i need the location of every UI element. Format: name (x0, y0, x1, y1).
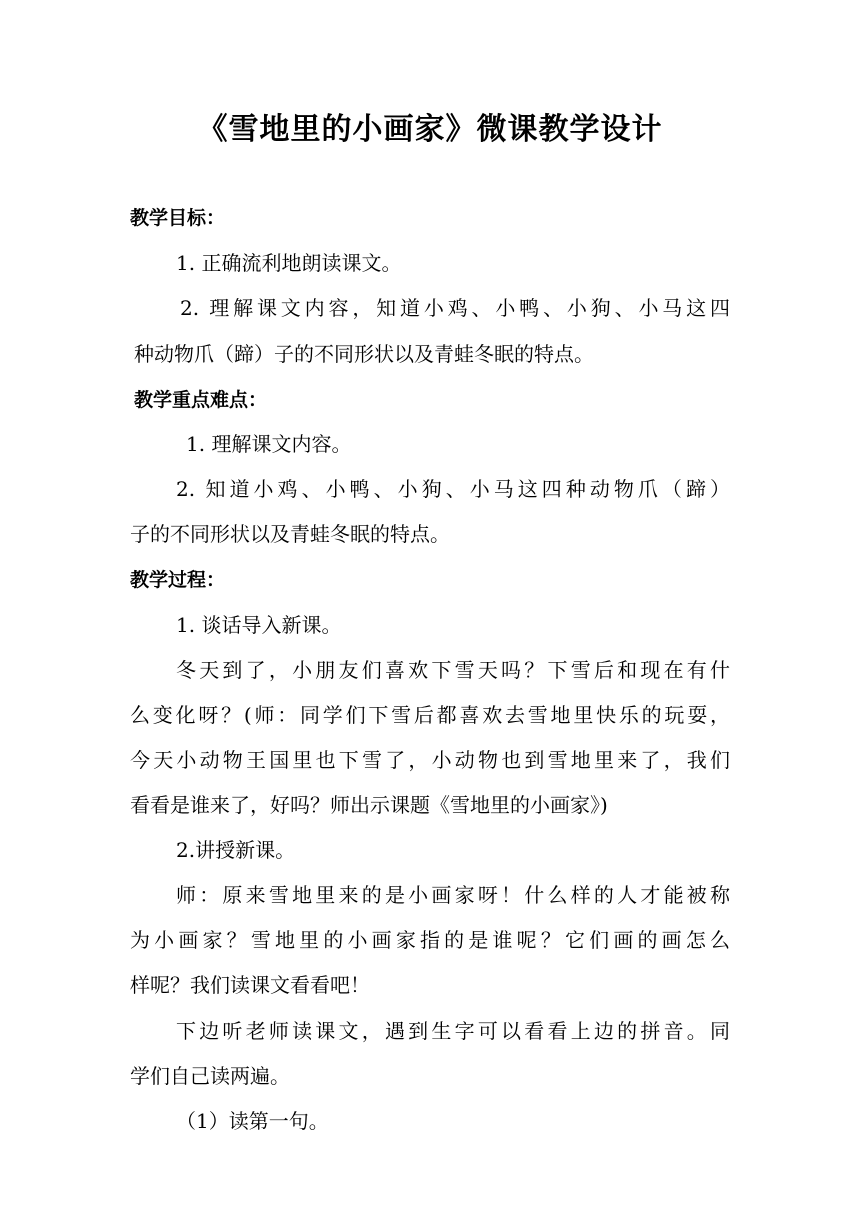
keypoints-item-1: 1. 理解课文内容。 (186, 432, 352, 456)
process-para-1-line-3: 今天小动物王国里也下雪了，小动物也到雪地里来了，我们 (130, 748, 730, 772)
process-step-2: 2.讲授新课。 (176, 838, 296, 862)
process-para-2-line-2: 为小画家？雪地里的小画家指的是谁呢？它们画的画怎么 (130, 928, 730, 952)
process-para-1-line-4: 看看是谁来了，好吗？师出示课题《雪地里的小画家》) (130, 793, 608, 817)
keypoints-heading: 教学重点难点： (134, 389, 268, 411)
process-heading: 教学过程： (130, 569, 226, 591)
process-para-2-line-3: 样呢？我们读课文看看吧！ (130, 973, 370, 997)
goals-item-1: 1. 正确流利地朗读课文。 (176, 251, 402, 275)
keypoints-item-2-line-1: 2. 知道小鸡、小鸭、小狗、小马这四种动物爪（蹄） (176, 477, 730, 501)
process-para-3-line-1: 下边听老师读课文，遇到生字可以看看上边的拼音。同 (176, 1019, 730, 1043)
goals-item-2-line-1: 2. 理解课文内容，知道小鸡、小鸭、小狗、小马这四 (180, 296, 730, 320)
process-para-1-line-1: 冬天到了，小朋友们喜欢下雪天吗？下雪后和现在有什 (176, 658, 730, 682)
document-title: 《雪地里的小画家》微课教学设计 (197, 112, 663, 147)
goals-item-2-line-2: 种动物爪（蹄）子的不同形状以及青蛙冬眠的特点。 (134, 342, 594, 366)
keypoints-item-2-line-2: 子的不同形状以及青蛙冬眠的特点。 (130, 522, 450, 546)
process-para-2-line-1: 师：原来雪地里来的是小画家呀！什么样的人才能被称 (176, 883, 730, 907)
process-para-1-line-2: 么变化呀？(师：同学们下雪后都喜欢去雪地里快乐的玩耍， (130, 703, 730, 727)
process-sub-1: （1）读第一句。 (176, 1109, 329, 1133)
process-para-3-line-2: 学们自己读两遍。 (130, 1064, 290, 1088)
goals-heading: 教学目标： (130, 207, 226, 229)
process-step-1: 1. 谈话导入新课。 (176, 613, 342, 637)
